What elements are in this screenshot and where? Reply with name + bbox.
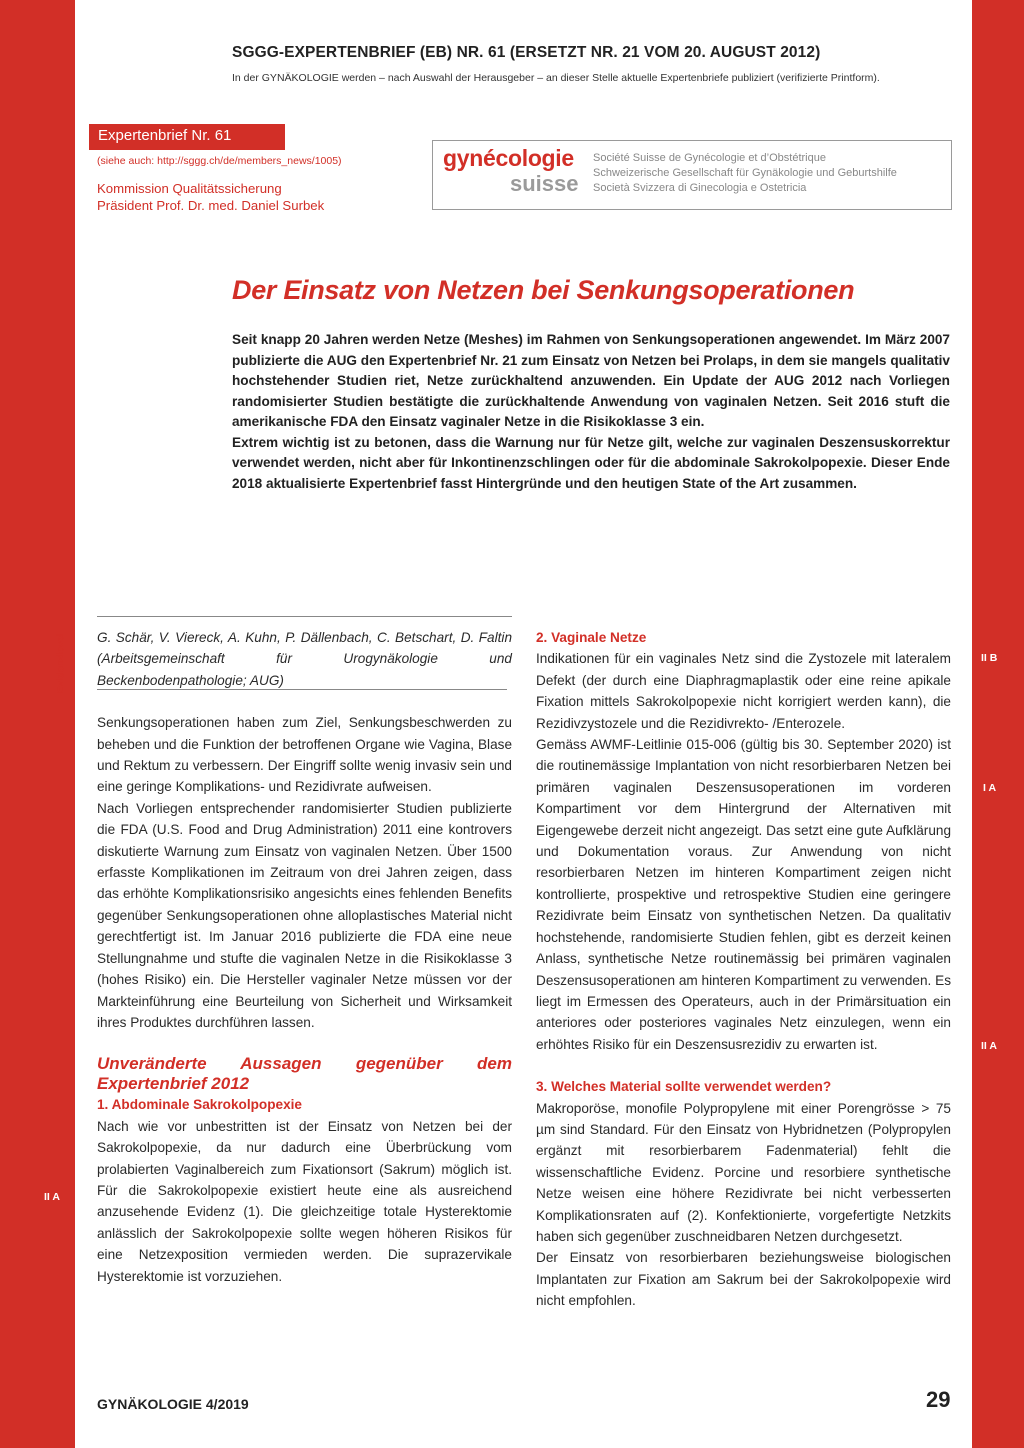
- society-logo: [432, 140, 952, 210]
- society-name-fr: Société Suisse de Gynécologie et d’Obstétrique: [593, 152, 826, 164]
- subsection-heading: 3. Welches Material sollte verwendet werden?: [536, 1079, 832, 1095]
- journal-issue: GYNÄKOLOGIE 4/2019: [97, 1396, 249, 1412]
- commission-info: [97, 180, 324, 214]
- society-names: [593, 151, 897, 196]
- page-number: 29: [926, 1387, 951, 1412]
- left-column: [97, 627, 512, 1287]
- body-paragraph: Der Einsatz von resorbierbaren beziehungsweise biologischen Implantaten zur Fixation am Sakrum bei der Sakrokolpopexie wird nicht empfohlen.: [536, 1250, 951, 1309]
- body-paragraph: Indikationen für ein vaginales Netz sind die Zystozele mit lateralem Defekt (der durch eine Diaphragmaplastik oder eine reine apikale Fixation mittels Sakrokolpopexie nicht korrigiert werden kann), die Rezidivzystozele und die Rezidivrekto- /Enterozele.: [536, 651, 951, 731]
- commission-president: Präsident Prof. Dr. med. Daniel Surbek: [97, 198, 325, 213]
- abstract: [232, 330, 950, 494]
- commission-name: Kommission Qualitätssicherung: [97, 181, 282, 196]
- header-subtitle: In der GYNÄKOLOGIE werden – nach Auswahl der Herausgeber – an dieser Stelle aktuelle Expertenbriefe publiziert (verifizierte Printform).: [232, 72, 880, 84]
- left-red-margin: [0, 0, 75, 1448]
- subsection-heading: 1. Abdominale Sakrokolpopexie: [97, 1097, 302, 1113]
- body-paragraph: Nach Vorliegen entsprechender randomisierter Studien publizierte die FDA (U.S. Food and Drug Administration) 2011 eine kontrovers diskutierte Warnung zum Einsatz von vaginalen Netzen. Über 1500 erfasste Komplikationen im Zeitraum von drei Jahren zeigen, dass das erhöhte Komplikationsrisiko angesichts eines fehlenden Benefits gegenüber Senkungsoperationen ohne alloplastisches Material nicht gerechtfertigt ist. Im Januar 2016 publizierte die FDA eine neue Stellungnahme und stufte die vaginalen Netze in die Risikoklasse 3 (hohes Risiko) ein. Die Hersteller vaginaler Netze müssen vor der Markteinführung eine Beurteilung von Sicherheit und Wirksamkeit ihres Produktes durchführen lassen.: [97, 800, 512, 1030]
- expert-letter-label: Expertenbrief Nr. 61: [89, 124, 285, 150]
- evidence-level-badge: I A: [983, 782, 997, 794]
- evidence-level-label: Evidenzlevel: [55, 633, 67, 694]
- evidence-level-badge: II B: [981, 652, 998, 664]
- logo-word-gynecologie: gynécologie: [443, 145, 574, 171]
- right-column: [536, 627, 951, 1312]
- header-title: SGGG-EXPERTENBRIEF (EB) NR. 61 (ERSETZT NR. 21 VOM 20. AUGUST 2012): [232, 44, 821, 61]
- body-paragraph: Makroporöse, monofile Polypropylene mit einer Porengrösse > 75 µm sind Standard. Für den Einsatz von Hybridnetzen (Polypropylen ergänzt mit resorbierbarem Fadenmaterial) fehlt die wissenschaftliche Evidenz. Porcine und resorbiere synthetische Netze weisen eine höhere Rezidivrate bei nicht verbesserten Komplikationsraten auf (2). Konfektionierte, vorgefertigte Netzkits haben sich gegenüber zuschneidbaren Netzen durchgesetzt.: [536, 1100, 951, 1244]
- expert-letter-link[interactable]: (siehe auch: http://sggg.ch/de/members_news/1005): [97, 155, 342, 167]
- body-paragraph: Nach wie vor unbestritten ist der Einsatz von Netzen bei der Sakrokolpopexie, da nur dadurch eine Überbrückung vom prolabierten Vaginalbereich zum Fixationsort (Sakrum) möglich ist. Für die Sakrokolpopexie existiert heute eine als ausreichend anzusehende Evidenz (1). Die gleichzeitige totale Hysterektomie anlässlich der Sakrokolpopexie sollte wegen höheren Risikos für eine Netzexposition vermieden werden. Die suprazervikale Hysterektomie ist vorzuziehen.: [97, 1118, 512, 1284]
- body-paragraph: Gemäss AWMF-Leitlinie 015-006 (gültig bis 30. September 2020) ist die routinemässige Implantation von nicht resorbierbaren Netzen bei primären vaginalen Deszensusoperationen im vorderen Kompartiment vor dem Hintergrund der Alternativen mit Eigengewebe derzeit nicht angezeigt. Das setzt eine gute Aufklärung und Dokumentation voraus. Zur Anwendung von nicht resorbierbaren Netzen im hinteren Kompartiment zeigen nicht kontrollierte, prospektive und retrospektive Studien eine geringere Rezidivrate beim Einsatz von synthetischen Netzen. Da qualitativ hochstehende, randomisierte Studien fehlen, gibt es derzeit keinen Anlass, synthetische Netze routinemässig bei primären vaginalen Deszensusoperationen am hinteren Kompartiment zu verwenden. Es liegt im Ermessen des Operateurs, auch in der Primärsituation ein anteriores oder posteriores vaginales Netz einzulegen, wenn ein erhöhtes Risiko für ein Deszensusrezidiv zu erwarten ist.: [536, 737, 951, 1052]
- society-name-de: Schweizerische Gesellschaft für Gynäkologie und Geburtshilfe: [593, 167, 897, 179]
- logo-word-suisse: suisse: [510, 171, 579, 196]
- right-red-margin: [972, 0, 1024, 1448]
- article-title: Der Einsatz von Netzen bei Senkungsoperationen: [232, 275, 855, 305]
- subsection-heading: 2. Vaginale Netze: [536, 630, 647, 645]
- column-top-rule: [97, 616, 512, 617]
- evidence-level-sidebar-label: [53, 620, 67, 700]
- abstract-paragraph: Extrem wichtig ist zu betonen, dass die Warnung nur für Netze gilt, welche zur vaginalen Deszensuskorrektur verwendet werden, nicht aber für Inkontinenzschlingen oder für die abdominale Sakrokolpopexie. Dieser Ende 2018 aktualisierte Expertenbrief fasst Hintergründe und den heutigen State of the Art zusammen.: [232, 434, 950, 491]
- society-name-it: Società Svizzera di Ginecologia e Ostetricia: [593, 182, 807, 194]
- authors: G. Schär, V. Viereck, A. Kuhn, P. Dällenbach, C. Betschart, D. Faltin (Arbeitsgemeinschaft für Urogynäkologie und Beckenbodenpathologie; AUG): [97, 630, 512, 688]
- evidence-level-badge: II A: [44, 1191, 60, 1203]
- abstract-paragraph: Seit knapp 20 Jahren werden Netze (Meshes) im Rahmen von Senkungsoperationen angewendet. Im März 2007 publizierte die AUG den Expertenbrief Nr. 21 zum Einsatz von Netzen bei Prolaps, in dem sie mangels qualitativ hochstehender Studien riet, Netze zurückhaltend anzuwenden. Ein Update der AUG 2012 nach Vorliegen randomisierter Studien bestätigte die zurückhaltende Anwendung von vaginalen Netzen. Seit 2016 stuft die amerikanische FDA den Einsatz vaginaler Netze in die Risikoklasse 3 ein.: [232, 332, 950, 429]
- body-paragraph: Senkungsoperationen haben zum Ziel, Senkungsbeschwerden zu beheben und die Funktion der betroffenen Organe wie Vagina, Blase und Rektum zu verbessern. Der Eingriff sollte wenig invasiv sein und eine geringe Komplikations- und Rezidivrate aufweisen.: [97, 715, 512, 795]
- section-heading: Unveränderte Aussagen gegenüber dem Expertenbrief 2012: [97, 1054, 512, 1094]
- evidence-level-badge: II A: [981, 1040, 997, 1052]
